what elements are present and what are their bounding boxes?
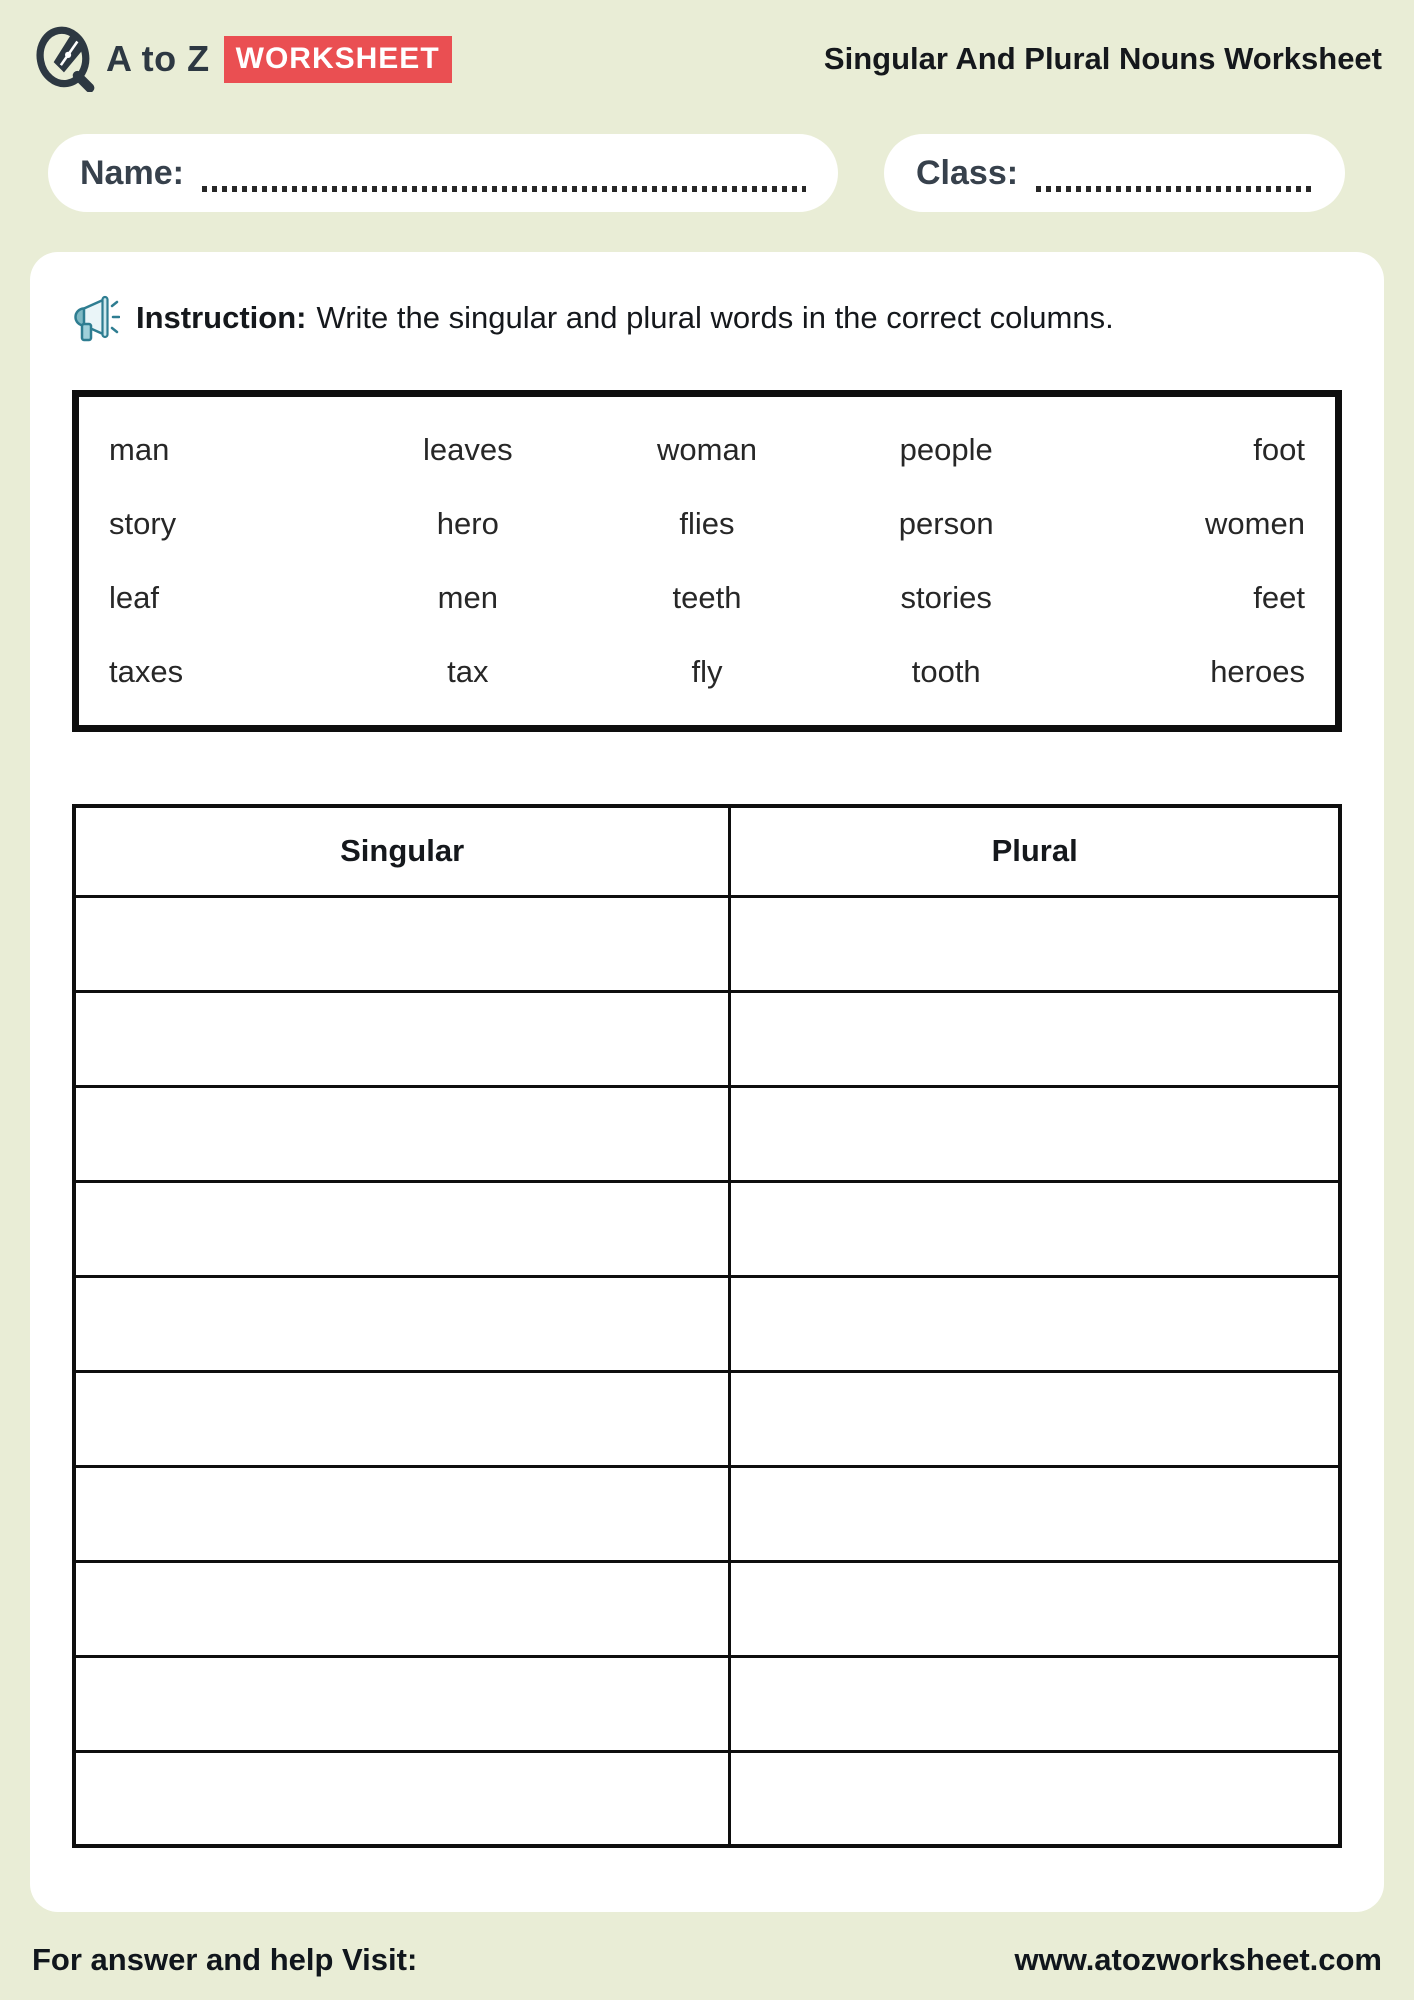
instruction-body: Write the singular and plural words in the correct columns. [316, 300, 1114, 335]
plural-cell[interactable] [730, 1751, 1340, 1846]
page-footer [0, 1942, 1414, 1978]
brand-logo [34, 26, 452, 92]
word-bank-word: person [898, 506, 994, 541]
plural-column-header: Plural [730, 806, 1340, 896]
singular-plural-table [72, 804, 1342, 1848]
table-row [74, 1656, 1340, 1751]
singular-column-header: Singular [74, 806, 730, 896]
word-bank-word: fly [691, 654, 723, 689]
instruction-row [72, 292, 1342, 344]
plural-cell[interactable] [730, 1656, 1340, 1751]
table-row [74, 991, 1340, 1086]
word-bank-word: man [109, 432, 170, 467]
word-bank-word: taxes [109, 654, 184, 689]
plural-cell[interactable] [730, 1276, 1340, 1371]
name-class-row [48, 134, 1345, 212]
plural-cell[interactable] [730, 991, 1340, 1086]
table-row [74, 896, 1340, 991]
singular-cell[interactable] [74, 1181, 730, 1276]
plural-cell[interactable] [730, 1466, 1340, 1561]
word-bank-word: leaves [422, 432, 513, 467]
plural-cell[interactable] [730, 1561, 1340, 1656]
singular-cell[interactable] [74, 1466, 730, 1561]
brand-name: A to Z [106, 38, 210, 79]
plural-cell[interactable] [730, 1371, 1340, 1466]
singular-cell[interactable] [74, 991, 730, 1086]
table-body [74, 896, 1340, 1846]
page-title: Singular And Plural Nouns Worksheet [823, 41, 1382, 76]
table-row [74, 1276, 1340, 1371]
singular-cell[interactable] [74, 1656, 730, 1751]
worksheet-panel [30, 252, 1384, 1912]
plural-cell[interactable] [730, 1086, 1340, 1181]
word-bank-word: heroes [1210, 654, 1305, 689]
class-field [884, 134, 1345, 212]
table-row [74, 1751, 1340, 1846]
footer-help-text: For answer and help Visit: [32, 1942, 418, 1977]
singular-cell[interactable] [74, 1371, 730, 1466]
singular-cell[interactable] [74, 1751, 730, 1846]
word-bank-word: women [1205, 506, 1305, 541]
website-url-link[interactable]: www.atozworksheet.com [1014, 1942, 1382, 1977]
word-bank-word: feet [1253, 580, 1305, 615]
table-row [74, 1561, 1340, 1656]
word-bank-word: leaf [109, 580, 159, 615]
table-row [74, 1181, 1340, 1276]
plural-cell[interactable] [730, 1181, 1340, 1276]
word-bank-word: tooth [911, 654, 981, 689]
word-bank-word: foot [1253, 432, 1305, 467]
pen-nib-circle-icon [34, 26, 96, 92]
word-bank-word: story [109, 506, 177, 541]
plural-cell[interactable] [730, 896, 1340, 991]
instruction-text [136, 300, 1114, 336]
brand-badge: WORKSHEET [224, 36, 452, 83]
singular-cell[interactable] [74, 1086, 730, 1181]
table-row [74, 1371, 1340, 1466]
word-bank [72, 390, 1342, 732]
class-input-line[interactable] [1036, 186, 1313, 192]
singular-cell[interactable] [74, 1276, 730, 1371]
singular-cell[interactable] [74, 896, 730, 991]
word-bank-word: tax [447, 654, 489, 689]
word-bank-word: woman [657, 432, 757, 467]
instruction-label: Instruction: [136, 300, 307, 335]
table-header-row [74, 806, 1340, 896]
word-bank-word: stories [900, 580, 992, 615]
page-header [0, 0, 1414, 92]
table-row [74, 1086, 1340, 1181]
word-bank-word: teeth [672, 580, 742, 615]
megaphone-icon [72, 292, 120, 344]
table-row [74, 1466, 1340, 1561]
singular-cell[interactable] [74, 1561, 730, 1656]
word-bank-word: men [437, 580, 498, 615]
word-bank-word: flies [679, 506, 735, 541]
name-input-line[interactable] [202, 186, 806, 192]
name-label: Name: [80, 153, 184, 192]
word-bank-word: people [899, 432, 993, 467]
word-bank-word: hero [436, 506, 499, 541]
class-label: Class: [916, 153, 1019, 192]
name-field [48, 134, 838, 212]
